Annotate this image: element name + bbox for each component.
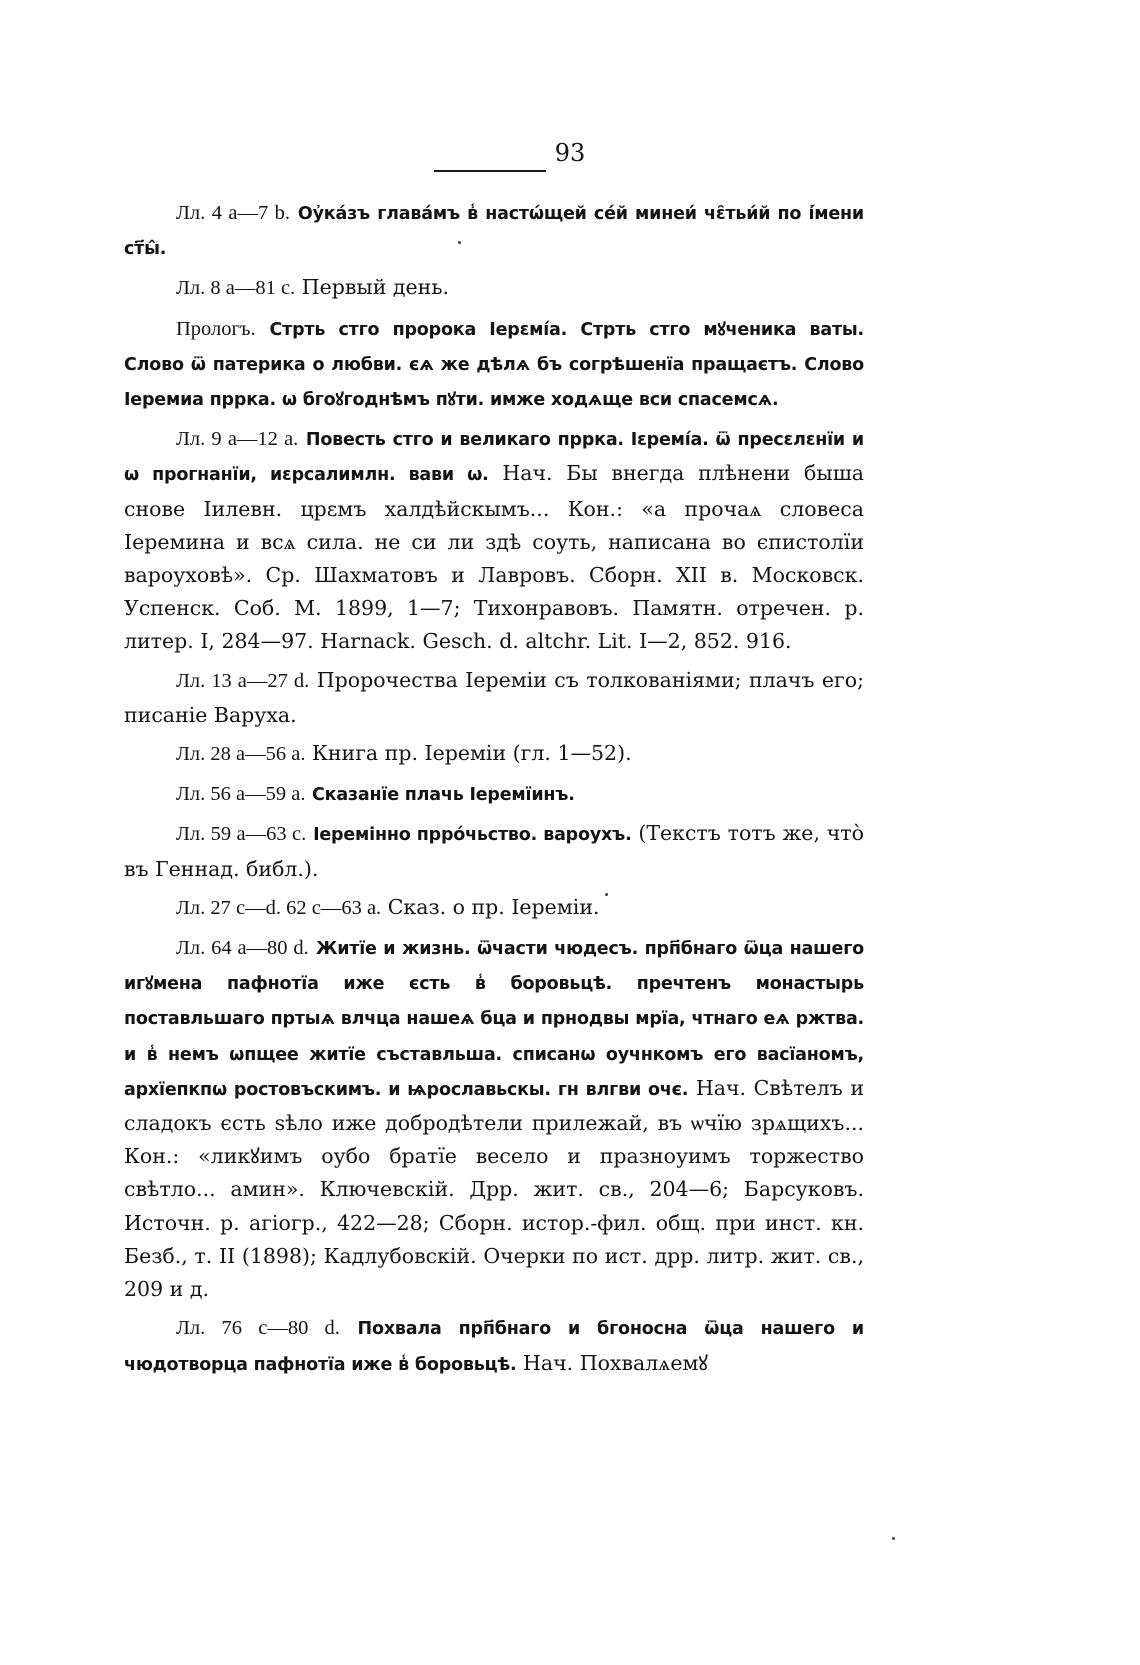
entry-text: Нач. Бы внегда плѣнени быша снове Іилевн. црεмъ халдѣйскымъ... Кон.: «а прочаѧ словеса Іеремина и всѧ сила. не си ли здѣ соуть, написана во єпистолїи вароуховѣ». Ср. Шахматовъ и Лавровъ. Сборн. XII в. Московск. Успенск. Соб. М. 1899, 1—7; Тихонравовъ. Памятн. отречен. р. литер. I, 284—97. Harnack. Gesch. d. altchr. Lit. I—2, 852. 916. [124, 461, 864, 654]
entry-slavonic: Повесть стго и великаго пррка. Іεремі́а. ѿ пресεлεнїи и ѡ прогнанїи, иεрсалимлн. вави ѡ. [124, 430, 864, 486]
entry [124, 312, 864, 418]
entry-slavonic: Житїе и жизнь. ѿчасти чюдесъ. прп҃бнаго ѿца нашего игꙋмена пафнотїа иже єсть в̾ боровьцѣ. пречтенъ монастырь поставльшаго пртыѧ влчца нашеѧ бца и прнодвы мрїа, чтнаго еѧ ржтва. и в̾ немъ ѡпщее житїе съставльша. списанѡ оучнкомъ его васїаномъ, архїепкпѡ ростовъскимъ. и ѩрославьскы. гн влгви очє. [124, 939, 864, 1100]
entry-ref: Лл. 27 c—d. 62 c—63 a. [176, 896, 382, 919]
entry [124, 196, 864, 266]
ink-speck [458, 241, 461, 244]
entry-slavonic: Стрть стго пророка Іерεмі́а. Стрть стго мꙋченика ваты. Слово ѿ патерика о любви. єѧ же дѣлѧ бъ согрѣшенїа пращаєтъ. Слово Іеремиа прркa. ѡ бгоꙋгоднѣмъ пꙋти. имже ходѧще вси спасемсѧ. [124, 319, 864, 411]
entry-slavonic: Похвала прп҃бнаго и бгоносна ѿца нашего и чюдотворца пафнотїа иже в̾ боровьцѣ. [124, 1319, 864, 1375]
entry [124, 422, 864, 658]
entry-text: Книга пр. Іереміи (гл. 1—52). [312, 741, 632, 766]
header-rule [434, 170, 546, 172]
entry-ref: Лл. 76 c—80 d. [176, 1317, 340, 1340]
entry [124, 931, 864, 1306]
entry [124, 664, 864, 732]
entry-ref: Лл. 64 a—80 d. [176, 937, 309, 960]
entry-ref: Лл. 8 a—81 c. [176, 277, 296, 300]
entry-ref: Прологъ. [176, 317, 256, 340]
entry-text: (Текстъ тотъ же, что̀ въ Геннад. библ.). [124, 821, 864, 881]
ink-speck [892, 1537, 895, 1540]
entry-slavonic: Сказанїе плачь Іеремїинъ. [312, 785, 575, 806]
entry-text: Первый день. [301, 275, 450, 300]
entry-ref: Лл. 56 a—59 a. [176, 783, 306, 806]
body-text [124, 196, 864, 1382]
entry-ref: Лл. 59 a—63 c. [176, 823, 307, 846]
entry-slavonic: Іеремінно прро́чьство. вароухъ. [313, 825, 632, 846]
page-number: 93 [554, 139, 586, 167]
entry [124, 891, 864, 926]
entry-text: Нач. Похвалѧемꙋ [523, 1350, 709, 1375]
entry [124, 271, 864, 306]
entry [124, 1311, 864, 1381]
entry-text: Пророчества Іереміи съ толкованіями; плачъ его; писаніе Варуха. [124, 667, 864, 727]
entry [124, 777, 864, 812]
entry-ref: Лл. 9 a—12 a. [176, 428, 299, 451]
entry [124, 737, 864, 772]
entry-text: Нач. Свѣтелъ и сладокъ єсть ѕѣло иже добродѣтели прилежай, въ ѡчїю зрѧщихъ... Кон.: «ликꙋимъ оубо братїе весело и празноуимъ торжество свѣтло... амин». Ключевскій. Дрр. жит. св., 204—6; Барсуковъ. Источн. р. агіогр., 422—28; Сборн. истор.-фил. общ. при инст. кн. Безб., т. II (1898); Кадлубовскій. Очерки по ист. дрр. литр. жит. св., 209 и д. [124, 1075, 864, 1302]
entry-slavonic: Оу҆ка́зъ глава́мъ в̾ настѡ́щей се́й минеи́ чε̑тьи́й по і҆́мени ст҃ы̂. [124, 204, 864, 260]
ink-speck [605, 893, 608, 896]
entry [124, 817, 864, 885]
entry-text: Сказ. о пр. Іереміи. [387, 894, 600, 919]
entry-ref: Лл. 4 a—7 b. [176, 202, 291, 224]
entry-ref: Лл. 13 a—27 d. [176, 669, 310, 692]
entry-ref: Лл. 28 a—56 a. [176, 743, 306, 766]
